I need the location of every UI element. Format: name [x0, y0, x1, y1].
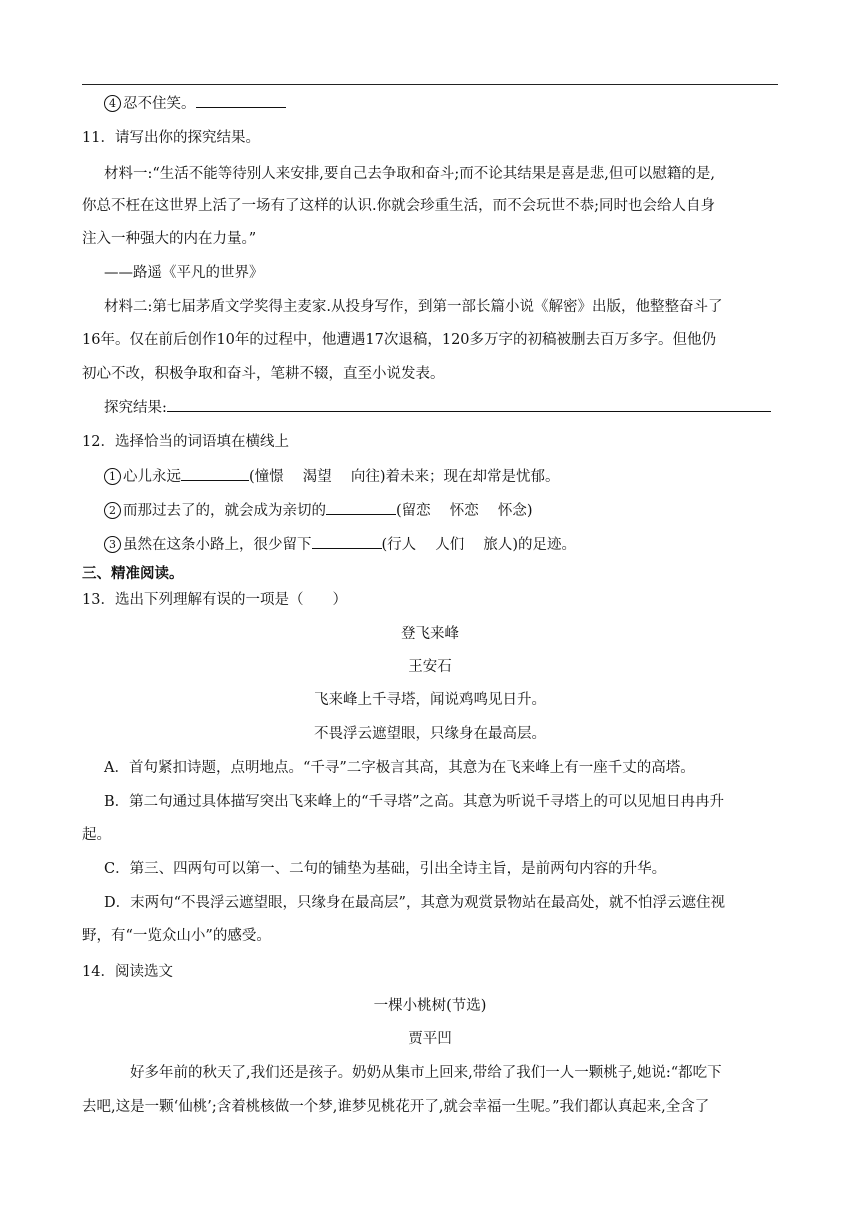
q10-item-4: [104, 93, 804, 114]
q11-material1-source: ——路遥《平凡的世界》: [104, 265, 264, 281]
q13-prompt: 13．选出下列理解有误的一项是（ ）: [82, 592, 347, 608]
q11-material1-line1: 材料一:“生活不能等待别人来安排,要自己去争取和奋斗;而不论其结果是喜是悲,但可以慰籍的是,: [104, 166, 716, 182]
q13-option-d-line1[interactable]: D．末两句“不畏浮云遮望眼，只缘身在最高层”，其意为观赏景物站在最高处，就不怕浮云遮住视: [104, 895, 725, 911]
q11-material1-line3: 注入一种强大的内在力量。”: [82, 231, 257, 247]
poem-line-2: 不畏浮云遮望眼，只缘身在最高层。: [314, 726, 546, 742]
q12-prompt: 12．选择恰当的词语填在横线上: [82, 434, 289, 450]
q12-item-3: [104, 534, 804, 555]
q12-item-2-before: 而那过去了的，就会成为亲切的: [123, 503, 326, 519]
passage-author: 贾平凹: [408, 1031, 452, 1047]
q11-material2-line2: 16年。仅在前后创作10年的过程中，他遭遇17次退稿，120多万字的初稿被删去百万多字。但他仍: [82, 332, 717, 348]
circled-number: 4: [104, 95, 121, 112]
q12-item-1-before: 心儿永远: [123, 469, 181, 485]
q12-item-2: [104, 500, 804, 521]
answer-blank[interactable]: [181, 466, 249, 481]
q11-result-blank[interactable]: [167, 397, 771, 412]
q13-option-b-line1[interactable]: B．第二句通过具体描写突出飞来峰上的“千寻塔”之高。其意为听说千寻塔上的可以见旭日冉冉升: [104, 794, 724, 810]
answer-blank[interactable]: [312, 534, 382, 549]
q12-item-2-after: (留恋 怀恋 怀念): [396, 503, 533, 519]
poem-title: 登飞来峰: [401, 626, 459, 642]
q14-prompt: 14．阅读选文: [82, 964, 173, 980]
answer-blank[interactable]: [196, 93, 286, 108]
q13-option-a[interactable]: A．首句紧扣诗题，点明地点。“千寻”二字极言其高，其意为在飞来峰上有一座千丈的高塔。: [104, 760, 695, 776]
q11-result-label: 探究结果:: [104, 400, 167, 416]
poem-line-1: 飞来峰上千寻塔，闻说鸡鸣见日升。: [314, 692, 546, 708]
passage-line-1: 好多年前的秋天了,我们还是孩子。奶奶从集市上回来,带给了我们一人一颗桃子,她说:“都吃下: [130, 1065, 722, 1081]
circled-number: 1: [104, 468, 121, 485]
poem-author: 王安石: [408, 659, 452, 675]
q13-option-c[interactable]: C．第三、四两句可以第一、二句的铺垫为基础，引出全诗主旨，是前两句内容的升华。: [104, 861, 667, 877]
q11-material1-line2: 你总不枉在这世界上活了一场有了这样的认识.你就会珍重生活，而不会玩世不恭;同时也会给人自身: [82, 198, 715, 214]
q12-item-1: [104, 466, 804, 487]
q11-material2-line1: 材料二:第七届茅盾文学奖得主麦家.从投身写作，到第一部长篇小说《解密》出版，他整整奋斗了: [104, 299, 723, 315]
q10-item-4-text: 忍不住笑。: [123, 96, 196, 112]
q12-item-3-after: (行人 人们 旅人)的足迹。: [381, 537, 577, 553]
q11-material2-line3: 初心不改，积极争取和奋斗，笔耕不辍，直至小说发表。: [82, 366, 445, 382]
section-heading: 三、精准阅读。: [82, 566, 184, 582]
circled-number: 3: [104, 536, 121, 553]
q13-option-d-line2[interactable]: 野，有“一览众山小”的感受。: [82, 928, 271, 944]
q12-item-3-before: 虽然在这条小路上，很少留下: [123, 537, 312, 553]
passage-title: 一棵小桃树(节选): [373, 998, 487, 1014]
q12-item-1-after: (憧憬 渴望 向往)着未来；现在却常是忧郁。: [249, 469, 560, 485]
header-rule: [82, 84, 778, 85]
q11-prompt: 11．请写出你的探究结果。: [82, 130, 260, 146]
q13-option-b-line2[interactable]: 起。: [82, 827, 111, 843]
answer-blank[interactable]: [326, 500, 396, 515]
passage-line-2: 去吧,这是一颗‘仙桃’;含着桃核做一个梦,谁梦见桃花开了,就会幸福一生呢。”我们都认真起来,全含了: [82, 1099, 710, 1115]
circled-number: 2: [104, 502, 121, 519]
q11-result-row: [104, 397, 804, 418]
